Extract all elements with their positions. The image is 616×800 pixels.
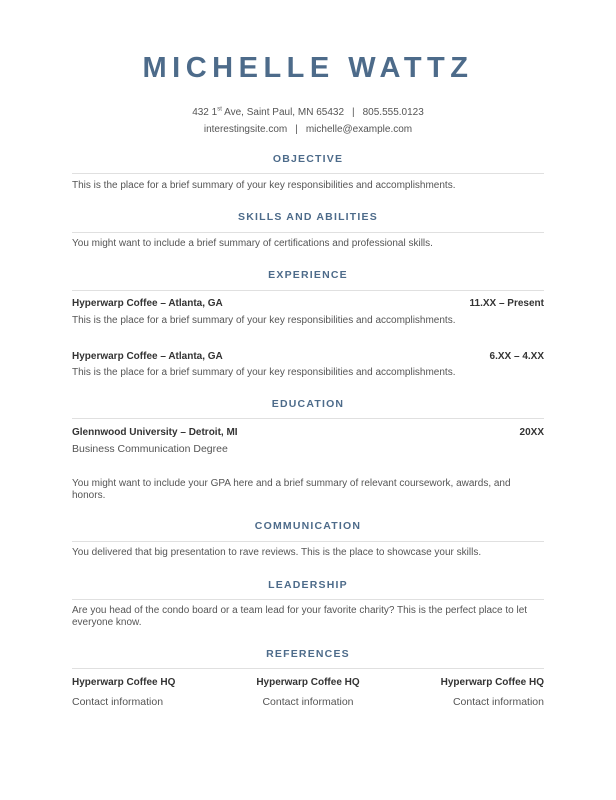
section-divider <box>72 668 544 669</box>
experience-org: Hyperwarp Coffee – Atlanta, GA <box>72 351 223 362</box>
section-divider <box>72 418 544 419</box>
reference-contact: Contact information <box>262 696 354 708</box>
section-divider <box>72 290 544 291</box>
contact-line-web <box>72 121 544 138</box>
skills-text: You might want to include a brief summary of certifications and professional skills. <box>72 238 433 249</box>
section-title-education: EDUCATION <box>271 398 345 410</box>
section-title-leadership: LEADERSHIP <box>268 579 348 591</box>
reference-item <box>441 676 544 709</box>
education-entry-header <box>72 426 544 439</box>
phone: 805.555.0123 <box>362 107 424 118</box>
education-year: 20XX <box>519 427 544 438</box>
section-title-communication: COMMUNICATION <box>254 520 362 532</box>
education-school: Glennwood University – Detroit, MI <box>72 427 238 438</box>
reference-item <box>256 676 359 709</box>
experience-entry-1-text: This is the place for a brief summary of your key responsibilities and accomplishments. <box>72 315 456 326</box>
objective-text: This is the place for a brief summary of your key responsibilities and accomplishments. <box>72 180 456 191</box>
education-degree: Business Communication Degree <box>72 443 228 455</box>
address: 432 1st Ave, Saint Paul, MN 65432 <box>192 106 345 118</box>
email-link[interactable]: michelle@example.com <box>305 124 413 135</box>
experience-entry-2-text: This is the place for a brief summary of your key responsibilities and accomplishments. <box>72 367 456 378</box>
experience-entry-1-header <box>72 297 544 310</box>
contact-separator: | <box>295 124 298 135</box>
experience-dates: 11.XX – Present <box>469 298 544 309</box>
reference-contact: Contact information <box>452 696 544 708</box>
section-title-references: REFERENCES <box>266 648 350 660</box>
reference-name: Hyperwarp Coffee HQ <box>72 677 176 688</box>
section-divider <box>72 232 544 233</box>
references-list <box>72 676 544 709</box>
section-title-experience: EXPERIENCE <box>268 269 348 281</box>
reference-name: Hyperwarp Coffee HQ <box>256 677 360 688</box>
experience-entry-2-header <box>72 350 544 363</box>
contact-separator: | <box>352 107 355 118</box>
section-title-objective: OBJECTIVE <box>272 153 344 165</box>
section-divider <box>72 599 544 600</box>
reference-contact: Contact information <box>72 696 164 708</box>
contact-line-address <box>72 104 544 121</box>
reference-name: Hyperwarp Coffee HQ <box>440 677 544 688</box>
education-text: You might want to include your GPA here and a brief summary of relevant coursework, awards, and honors. <box>72 478 511 501</box>
candidate-name: MICHELLE WATTZ <box>142 52 474 84</box>
website-link[interactable]: interestingsite.com <box>203 124 288 135</box>
experience-org: Hyperwarp Coffee – Atlanta, GA <box>72 298 223 309</box>
section-divider <box>72 173 544 174</box>
section-title-skills: SKILLS AND ABILITIES <box>238 211 378 223</box>
reference-item <box>72 676 175 709</box>
leadership-text: Are you head of the condo board or a team lead for your favorite charity? This is the perfect place to let everyone know. <box>72 605 528 628</box>
section-divider <box>72 541 544 542</box>
experience-dates: 6.XX – 4.XX <box>489 351 544 362</box>
communication-text: You delivered that big presentation to rave reviews. This is the place to showcase your skills. <box>72 547 482 558</box>
